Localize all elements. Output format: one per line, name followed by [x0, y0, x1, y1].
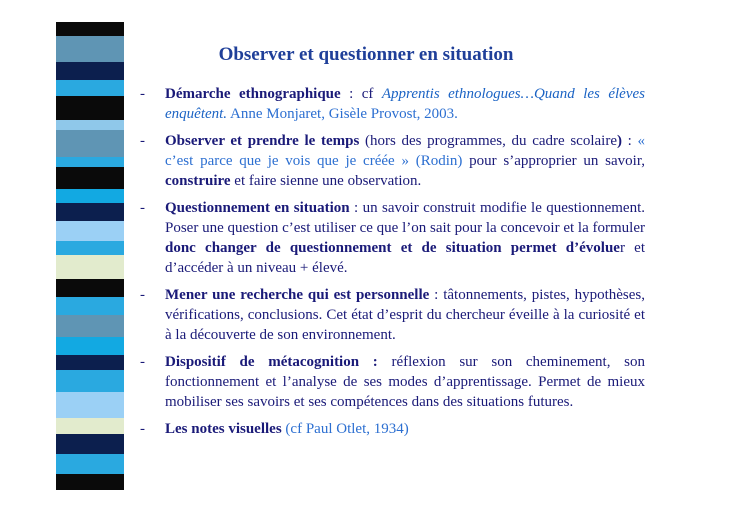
bullet-emphasis: Observer et prendre le temps	[165, 133, 360, 149]
stripe-band	[56, 80, 124, 96]
bullet-emphasis: )	[616, 133, 622, 149]
stripe-band	[56, 203, 124, 221]
bullet-item	[140, 352, 645, 412]
stripe-band	[56, 120, 124, 130]
bullet-text: :	[621, 133, 638, 149]
bullet-citation: « c’est parce que je vois que je créée » (Rodin)	[165, 133, 645, 169]
bullet-text: et faire sienne une observation.	[230, 173, 422, 189]
slide-title: Observer et questionner en situation	[218, 44, 514, 65]
bullet-reference: Apprentis ethnologues…Quand les élèves enquêtent.	[165, 86, 645, 122]
bullet-dash: -	[140, 421, 145, 437]
stripe-band	[56, 130, 124, 156]
bullet-item	[140, 198, 645, 278]
bullet-emphasis: donc changer de questionnement et de situation permet d’évolue	[165, 240, 620, 256]
bullet-item	[140, 285, 645, 345]
stripe-band	[56, 22, 124, 36]
stripe-band	[56, 370, 124, 392]
bullet-emphasis: Démarche ethnographique	[165, 86, 341, 102]
stripe-band	[56, 315, 124, 337]
bullet-dash: -	[140, 86, 145, 102]
stripe-band	[56, 167, 124, 189]
decorative-stripe-bar	[56, 22, 124, 490]
stripe-band	[56, 337, 124, 355]
stripe-band	[56, 297, 124, 315]
bullet-dash: -	[140, 354, 145, 370]
bullet-text: réflexion sur son cheminement, son fonctionnement et l’analyse de ses modes d’apprentissage. Permet de mieux mobiliser ses savoirs et ses compétences dans des situations futures.	[165, 354, 645, 410]
stripe-band	[56, 279, 124, 297]
bullet-emphasis: Mener une recherche qui est personnelle	[165, 287, 430, 303]
bullet-text: pour s’approprier un savoir,	[462, 153, 645, 169]
bullet-citation: Anne Monjaret, Gisèle Provost, 2003.	[227, 106, 458, 122]
stripe-band	[56, 157, 124, 167]
bullet-emphasis: construire	[165, 173, 231, 189]
bullet-item	[140, 131, 645, 191]
bullet-emphasis: Questionnement en situation	[165, 200, 350, 216]
bullet-dash: -	[140, 200, 145, 216]
bullet-text: r et d’accéder à un niveau + élevé.	[165, 240, 646, 276]
stripe-band	[56, 454, 124, 474]
bullet-dash: -	[140, 133, 145, 149]
bullet-text: : tâtonnements, pistes, hypothèses, vérifications, conclusions. Cet état d’esprit du chercheur éveille à la curiosité et à la découverte de son environnement.	[165, 287, 645, 343]
stripe-band	[56, 189, 124, 203]
bullet-text: : un savoir construit modifie le questionnement. Poser une question c’est utiliser ce que l’on sait pour la concevoir et la formuler	[165, 200, 645, 236]
stripe-band	[56, 255, 124, 279]
stripe-band	[56, 418, 124, 434]
stripe-band	[56, 392, 124, 418]
bullet-emphasis: Dispositif de métacognition :	[165, 354, 378, 370]
bullet-text: : cf	[340, 86, 382, 102]
bullet-item	[140, 419, 645, 439]
bullet-emphasis: Les notes visuelles	[165, 421, 282, 437]
bullet-list	[140, 84, 645, 446]
bullet-citation: (cf Paul Otlet, 1934)	[281, 421, 409, 437]
stripe-band	[56, 241, 124, 255]
stripe-band	[56, 221, 124, 241]
bullet-text: (hors des programmes, du cadre scolaire	[359, 133, 617, 149]
bullet-dash: -	[140, 287, 145, 303]
stripe-band	[56, 474, 124, 490]
stripe-band	[56, 434, 124, 454]
stripe-band	[56, 355, 124, 369]
stripe-band	[56, 96, 124, 120]
bullet-item	[140, 84, 645, 124]
